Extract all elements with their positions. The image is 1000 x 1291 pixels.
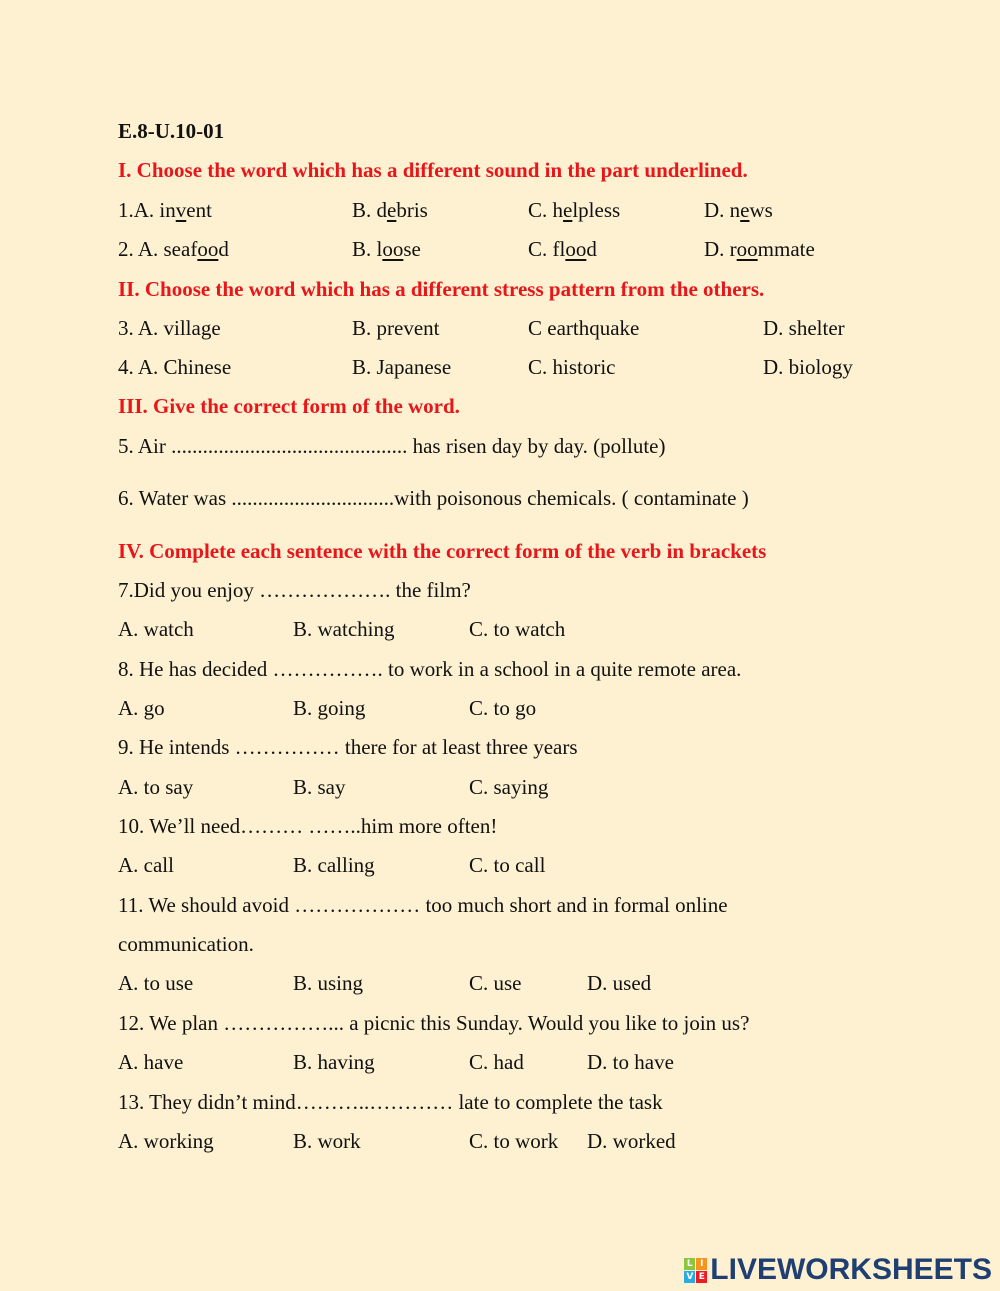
question-5: 5. Air ............................................. has risen day by day. (pollute) [118, 434, 666, 458]
q13-option-d: D. worked [587, 1129, 676, 1153]
q8-option-b: B. going [293, 696, 366, 720]
q7-option-b: B. watching [293, 617, 395, 641]
q9-option-c: C. saying [469, 775, 549, 799]
logo-tile-v: V [684, 1271, 695, 1283]
question-12: 12. We plan ……………... a picnic this Sunday. Would you like to join us? [118, 1011, 750, 1035]
worksheet-title: E.8-U.10-01 [118, 119, 225, 143]
q2-option-c: C. flood [528, 237, 597, 261]
q13-option-c: C. to work [469, 1129, 559, 1153]
q3-option-b: B. prevent [352, 316, 440, 340]
question-13: 13. They didn’t mind………..………… late to complete the task [118, 1090, 663, 1114]
q12-option-c: C. had [469, 1050, 524, 1074]
q7-option-c: C. to watch [469, 617, 566, 641]
q1-option-c: C. helpless [528, 198, 621, 222]
q4-option-a: 4. A. Chinese [118, 355, 232, 379]
q12-option-b: B. having [293, 1050, 375, 1074]
question-9: 9. He intends …………… there for at least three years [118, 735, 578, 759]
q12-option-a: A. have [118, 1050, 184, 1074]
q12-option-d: D. to have [587, 1050, 674, 1074]
liveworksheets-logo[interactable] [684, 1255, 992, 1285]
section-3-heading: III. Give the correct form of the word. [118, 394, 460, 418]
q4-option-d: D. biology [763, 355, 853, 379]
q2-option-b: B. loose [352, 237, 421, 261]
q1-option-d: D. news [704, 198, 773, 222]
question-7: 7.Did you enjoy ………………. the film? [118, 578, 471, 602]
q4-option-b: B. Japanese [352, 355, 452, 379]
q1-option-a: 1.A. invent [118, 198, 212, 222]
question-8: 8. He has decided ……………. to work in a school in a quite remote area. [118, 657, 742, 681]
q8-option-c: C. to go [469, 696, 537, 720]
section-1-heading: I. Choose the word which has a different sound in the part underlined. [118, 158, 748, 182]
q3-option-d: D. shelter [763, 316, 845, 340]
q11-option-c: C. use [469, 971, 522, 995]
q1-option-b: B. debris [352, 198, 428, 222]
q8-option-a: A. go [118, 696, 165, 720]
q11-option-a: A. to use [118, 971, 194, 995]
q3-option-a: 3. A. village [118, 316, 221, 340]
q11-option-d: D. used [587, 971, 652, 995]
logo-tile-e: E [696, 1271, 707, 1283]
q13-option-b: B. work [293, 1129, 361, 1153]
q10-option-a: A. call [118, 853, 174, 877]
question-11-continued: communication. [118, 932, 254, 956]
q9-option-b: B. say [293, 775, 346, 799]
logo-tile-l: L [684, 1258, 695, 1270]
question-11: 11. We should avoid ……………… too much short and in formal online [118, 893, 728, 917]
question-6: 6. Water was ...............................with poisonous chemicals. ( contaminate ) [118, 486, 749, 510]
q13-option-a: A. working [118, 1129, 214, 1153]
section-2-heading: II. Choose the word which has a different stress pattern from the others. [118, 277, 765, 301]
logo-tile-i: I [696, 1258, 707, 1270]
q2-option-d: D. roommate [704, 237, 815, 261]
question-10: 10. We’ll need……… ……..him more often! [118, 814, 498, 838]
q7-option-a: A. watch [118, 617, 194, 641]
logo-icon [684, 1258, 707, 1283]
section-4-heading: IV. Complete each sentence with the correct form of the verb in brackets [118, 539, 767, 563]
q9-option-a: A. to say [118, 775, 194, 799]
logo-text: LIVEWORKSHEETS [710, 1253, 992, 1286]
q10-option-b: B. calling [293, 853, 375, 877]
q4-option-c: C. historic [528, 355, 616, 379]
q2-option-a: 2. A. seafood [118, 237, 229, 261]
q3-option-c: C earthquake [528, 316, 640, 340]
q10-option-c: C. to call [469, 853, 546, 877]
q11-option-b: B. using [293, 971, 364, 995]
